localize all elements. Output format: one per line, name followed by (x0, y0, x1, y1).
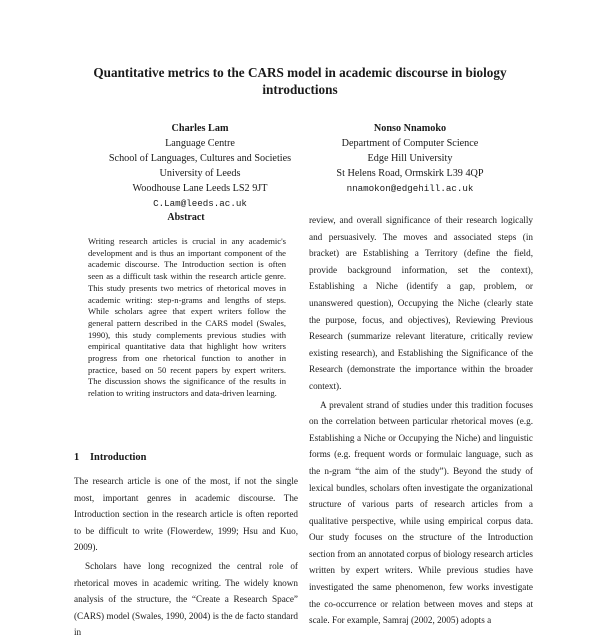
author-email[interactable]: C.Lam@leeds.ac.uk (153, 198, 247, 209)
body-paragraph: Scholars have long recognized the central role of rhetorical moves in academic writing. The widely known analysis of the structure, the “Create a Research Space” (CARS) model (Swales, 1990, 2004) is the de facto standard in (74, 560, 298, 638)
left-column-body (74, 473, 298, 641)
author-affiliation-line: Woodhouse Lane Leeds LS2 9JT (132, 183, 268, 194)
author-block-1 (88, 121, 312, 211)
section-title: Introduction (90, 452, 147, 463)
right-column-body (309, 212, 533, 629)
body-paragraph: The research article is one of the most, if not the single most, important genres in academic discourse. The Introduction section in the research article is often reported to be difficult to write (Flowerdew, 1999; Hsu and Kuo, 2009). (74, 476, 298, 553)
author-affiliation-line: School of Languages, Cultures and Societies (108, 153, 292, 164)
abstract-heading: Abstract (167, 212, 205, 223)
paper-title: Quantitative metrics to the CARS model in academic discourse in biology introductions (93, 65, 507, 97)
author-name: Nonso Nnamoko (373, 123, 447, 134)
author-affiliation-line: Language Centre (165, 138, 235, 149)
author-name: Charles Lam (171, 123, 229, 134)
author-affiliation-line: University of Leeds (159, 168, 241, 179)
author-affiliation-line: Department of Computer Science (341, 138, 479, 149)
body-paragraph: review, and overall significance of their research logically and persuasively. The moves and associated steps (in bracket) are Establishing a Territory (define the field, provide background information, set the context), Establishing a Niche (identify a gap, problem, or unanswered question), Occupying the Niche (clearly state the purpose, focus, and objectives), Reviewing Previous Research (summarize relevant literature, critically review existing research), and Establishing the Significance of the Research (demonstrate the importance within the broader context). (309, 215, 533, 391)
author-email[interactable]: nnamokon@edgehill.ac.uk (346, 183, 474, 194)
section-heading (74, 452, 146, 463)
author-block-2 (300, 121, 520, 196)
abstract-text: Writing research articles is crucial in any academic's development and is thus an important component of the academic discourse. The Introduction section is often seen as a difficult task within the research article genre. This study presents two metrics of rhetorical moves in academic writing: step-n-grams and lengths of steps. While scholars agree that expert writers follow the general pattern described in the CARS model (Swales, 1990), this study complements previous studies with empirical quantitative data that highlight how writers progress from one rhetorical function to another in practice, based on 50 recent papers by expert writers. The discussion shows the significance of the results in relation to writing instructors and data-driven learning. (88, 236, 286, 399)
body-paragraph: A prevalent strand of studies under this tradition focuses on the correlation between particular rhetorical moves (e.g. Establishing a Niche or Occupying the Niche) and linguistic forms (e.g. frequent words or formulaic language, such as the n-gram “the aim of the study”). Beyond the study of lexical bundles, scholars often investigate the organizational structure of various parts of research articles from a qualitative perspective, while using empirical corpus data. Our study focuses on the structure of the Introduction section from an annotated corpus of biology research articles written by expert writers. While previous studies have investigated the same phenomenon, few works investigate the co-occurrence or relation between moves and steps at scale. For example, Samraj (2002, 2005) adopts a (309, 399, 533, 626)
section-number: 1 (74, 452, 80, 463)
author-affiliation-line: Edge Hill University (367, 153, 453, 164)
author-affiliation-line: St Helens Road, Ormskirk L39 4QP (336, 168, 484, 179)
